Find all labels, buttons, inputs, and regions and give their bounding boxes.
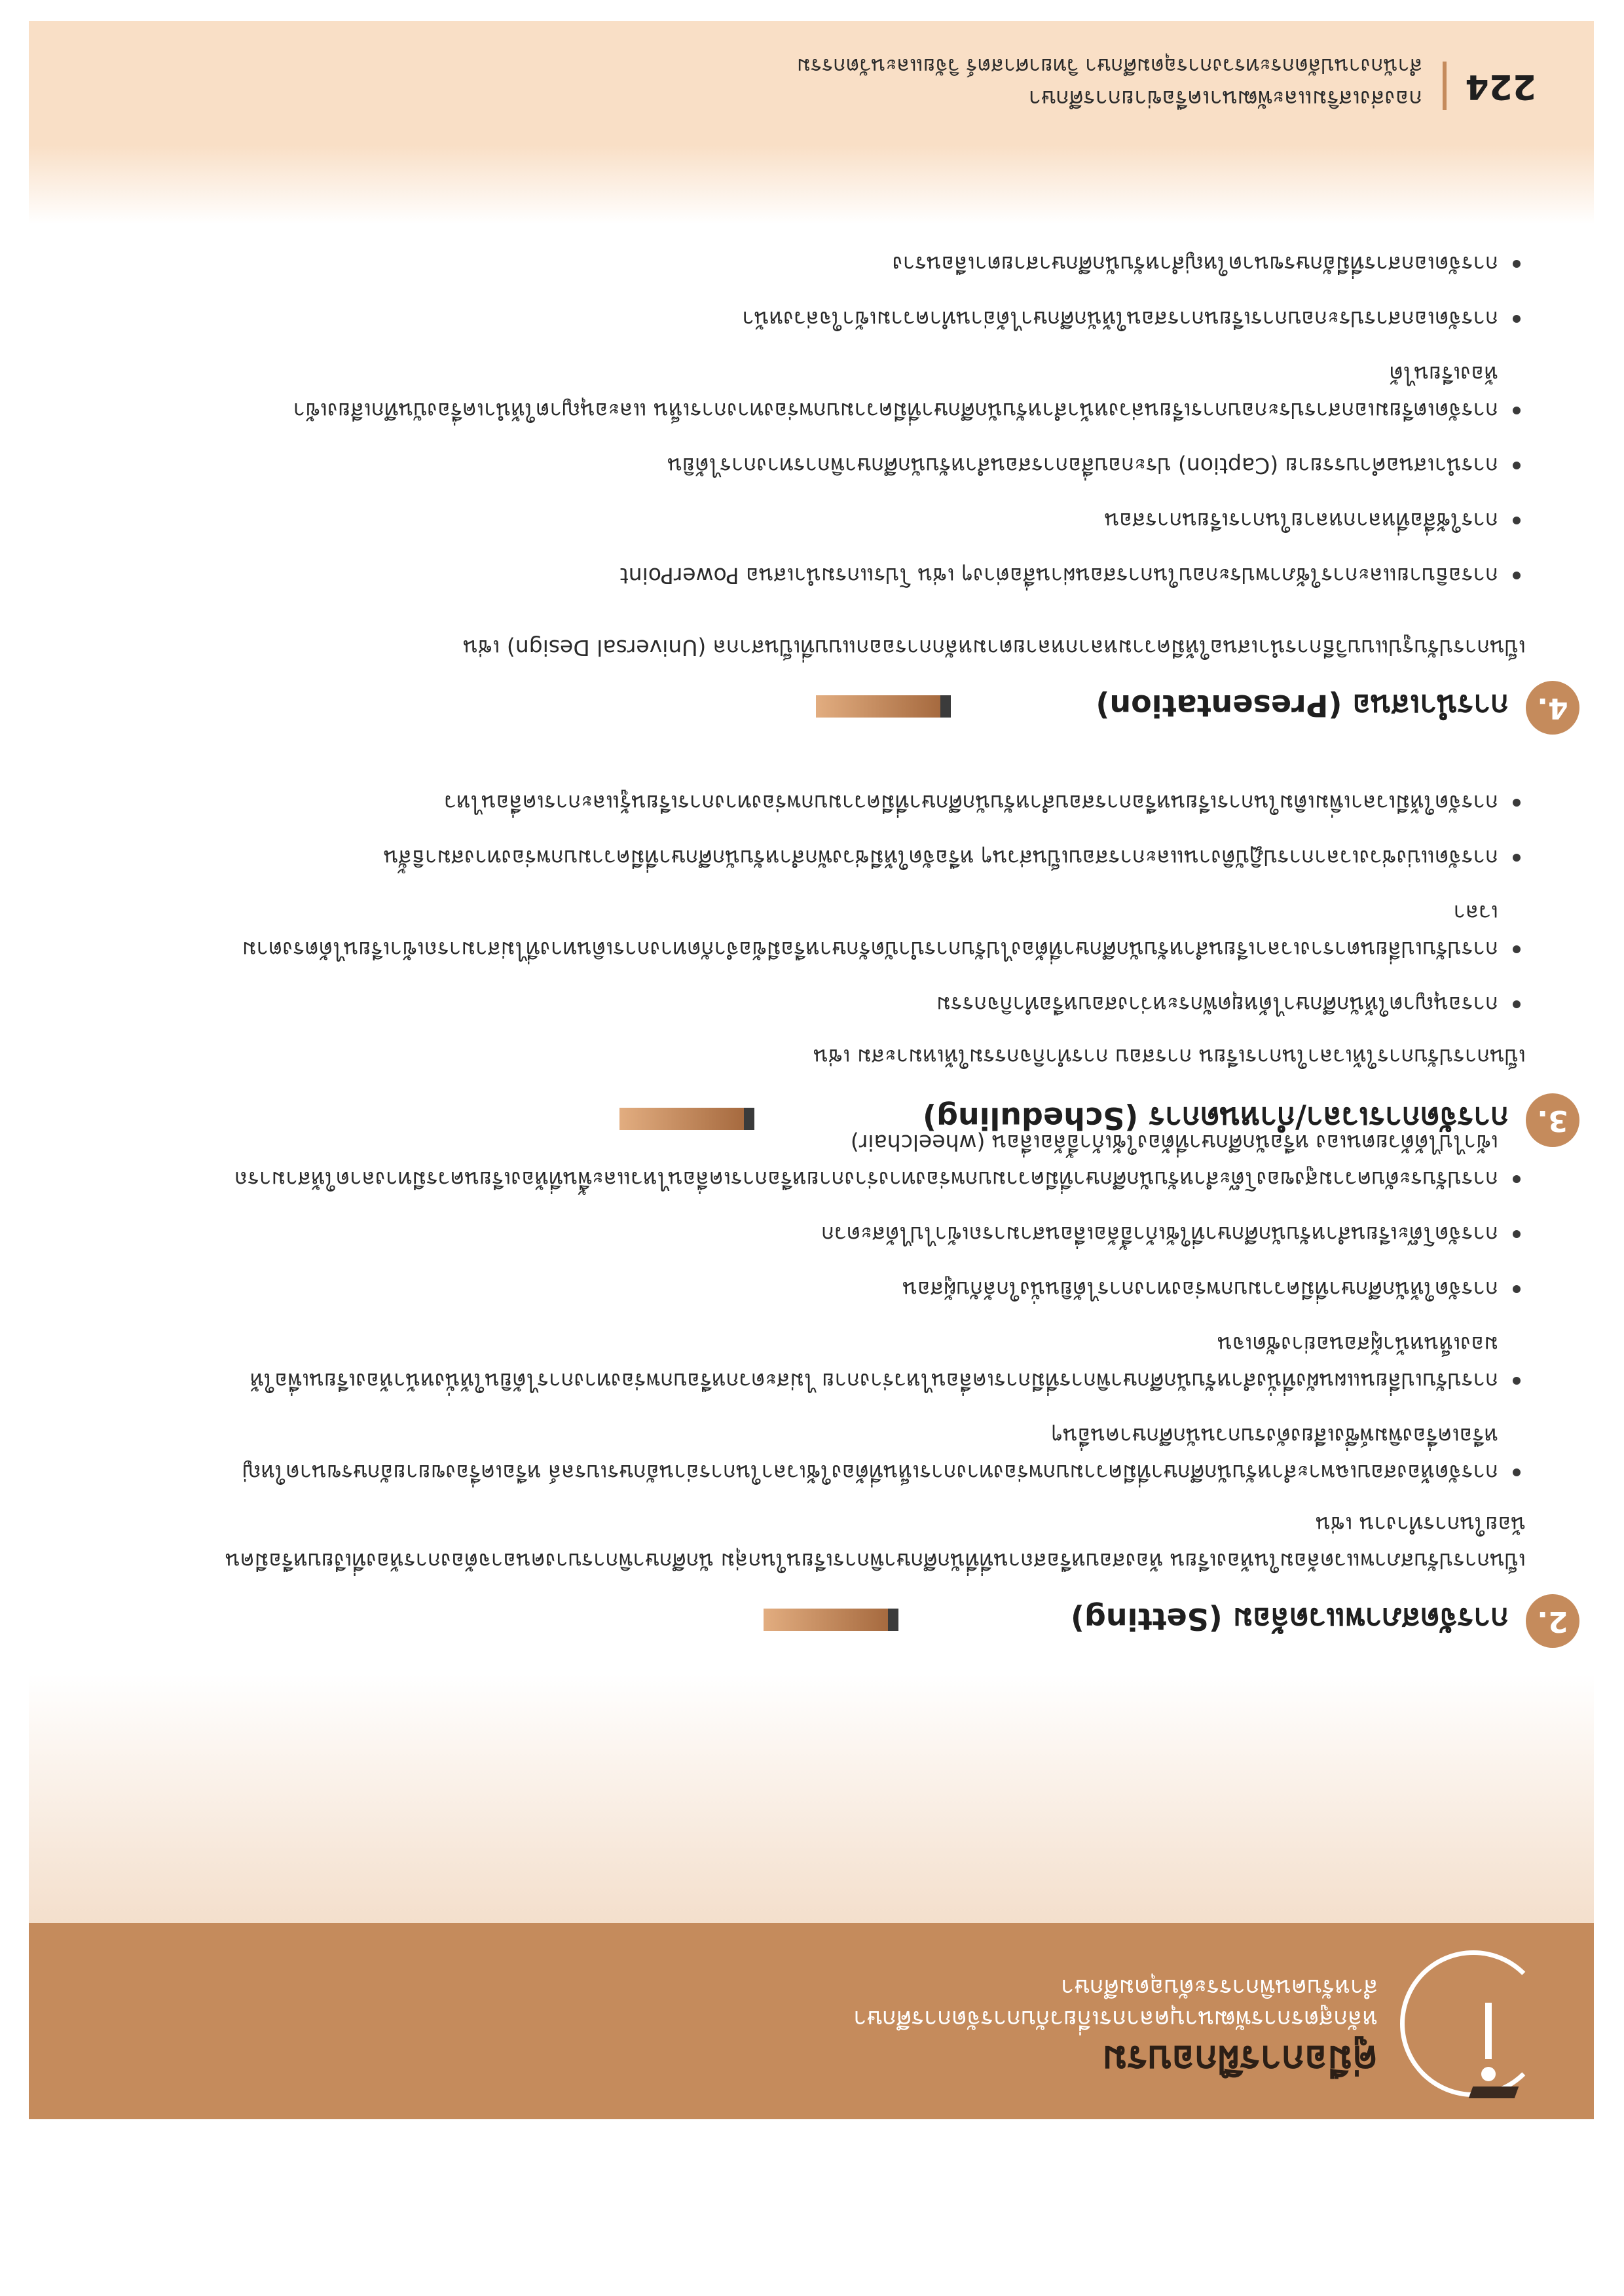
section-heading-scheduling	[597, 1088, 1579, 1147]
section-title: การนำเสนอ (Presentation)	[1096, 688, 1509, 723]
header-band	[29, 1923, 1594, 2119]
setting-list	[216, 1106, 1526, 1491]
page-number: 224	[1465, 67, 1536, 106]
footer-gradient	[29, 145, 1594, 224]
list-item: การอนุญาตให้นักศึกษาได้หยุดพักระหว่างสอบหรือทำกิจกรรม	[216, 986, 1526, 1023]
list-item: การปรับเปลี่ยนตารางเวลาเรียนสำหรับนักศึกษาที่ต้องไปรับการบำบัดรักษาหรือมีข้อจำกัดทางการเดินทางที่ไม่สามารถเข้าเรียนได้ตรงตามเวลา	[216, 894, 1526, 968]
section-title: การจัดการเวลา/กำหนดการ (Scheduling)	[923, 1101, 1509, 1136]
list-item: การนำเสนอคำบรรยาย (Caption) ประกอบสื่อการสอนสำหรับนักศึกษาพิการทางการได้ยิน	[216, 447, 1526, 484]
list-item: การจัดเตรียมเอกสารประกอบการเรียนล่วงหน้าสำหรับนักศึกษาที่มีความบกพร่องทางการเห็น และอนุญาตให้นำเครื่องบันทึกเสียงเข้าห้องเรียนได้	[216, 355, 1526, 429]
section-tab-decoration	[816, 695, 951, 718]
bullet-icon	[1513, 572, 1521, 579]
scheduling-list	[216, 766, 1526, 1023]
list-item: การปรับระดับความสูงของโต๊ะสำหรับนักศึกษาที่มีความบกพร่องทางร่างกายหรือการเคลื่อนไหวและพื้นที่ห้องเรียนควรมีทางลาดให้สามารถเข้าไปได้ด้วยตนเอง หรือนักศึกษาที่ต้องใช้เก้าอี้ล้อเลื่อน (wheelchair)	[216, 1124, 1526, 1197]
section-tab-decoration	[619, 1108, 754, 1130]
section-intro: เป็นการปรับการให้เวลาในการเรียน การสอบ การทำกิจกรรมให้เหมาะสม เช่น	[813, 1044, 1526, 1070]
person-head-icon	[1481, 2067, 1496, 2081]
bullet-icon	[1513, 1468, 1521, 1476]
bullet-icon	[1513, 945, 1521, 953]
section-number-badge: 3.	[1526, 1093, 1579, 1147]
section-number-badge: 4.	[1526, 681, 1579, 735]
section-intro: เป็นการปรับรูปแบบวิธีการนำเสนอให้มีความหลากหลายตามหลักการออกแบบที่เป็นสากล (Universal Design) เช่น	[463, 635, 1526, 661]
course-subtitle-line2: สำหรับคนพิการระดับอุดมศึกษา	[1060, 1974, 1378, 2001]
section-heading-presentation	[597, 676, 1579, 735]
bullet-icon	[1513, 799, 1521, 807]
bullet-icon	[1513, 1175, 1521, 1183]
bullet-icon	[1513, 854, 1521, 862]
manual-title: คู่มือการฝึกอบรม	[1102, 2037, 1378, 2082]
bullet-icon	[1513, 462, 1521, 469]
wheelchair-graduate-logo-icon	[1400, 1950, 1547, 2097]
bullet-icon	[1513, 1377, 1521, 1385]
header-gradient	[29, 1674, 1594, 1923]
footer-ministry: สำนักงานปลัดกระทรวงการอุดมศึกษา วิทยาศาสตร์ วิจัยและนวัตกรรม	[796, 54, 1422, 79]
list-item: การจัดห้องสอบเฉพาะสำหรับนักศึกษาที่มีความบกพร่องทางการเห็นที่ต้องใช้เวลาในการอ่านอักษรเบรลล์ หรือเครื่องขยายอักษรขนาดใหญ่ หรือเครื่องพิมพ์ซึ่งเสียงดังรบกวนนักศึกษาคนอื่นๆ	[216, 1417, 1526, 1491]
section-title: การจัดสภาพแวดล้อม (Setting)	[1070, 1601, 1509, 1637]
section-tab-decoration	[764, 1609, 898, 1631]
footer-band	[29, 21, 1594, 145]
section-intro: เป็นการปรับสภาพแวดล้อมในห้องเรียน ห้องสอบหรือสถานที่ที่นักศึกษาพิการเรียนในกลุ่ม นักศึกษาพิการบางคนอาจต้องการห้องที่เงียบหรือมีคนน้อยในการทำงาน เช่น	[225, 1512, 1526, 1574]
bullet-icon	[1513, 315, 1521, 323]
list-item: การอธิบายและการใช้ภาพประกอบในการสอนผ่านสื่อต่างๆ เช่น โปรแกรมนำเสนอ PowerPoint	[216, 557, 1526, 594]
list-item: การจัดเอกสารประกอบการเรียนการสอนให้นักศึกษาได้อ่านทำความเข้าใจล่วงหน้า	[216, 301, 1526, 337]
person-body-icon	[1485, 2003, 1492, 2059]
course-subtitle	[853, 1971, 1378, 2034]
bullet-icon	[1513, 260, 1521, 268]
section-heading-setting	[597, 1589, 1579, 1648]
bullet-icon	[1513, 1285, 1521, 1293]
course-subtitle-line1: หลักสูตรการพัฒนาบุคลากรเกี่ยวกับการจัดการศึกษา	[853, 2005, 1378, 2032]
section-number-badge: 2.	[1526, 1594, 1579, 1648]
bullet-icon	[1513, 517, 1521, 524]
bullet-icon	[1513, 1230, 1521, 1238]
mortarboard-icon	[1469, 2086, 1519, 2098]
list-item: การจัดให้นักศึกษาที่มีความบกพร่องทางการได้ยินนั่งใกล้กับผู้สอน	[216, 1271, 1526, 1307]
bullet-icon	[1513, 407, 1521, 414]
footer-divider	[1443, 62, 1447, 110]
footer-department: กองส่งเสริมและพัฒนาเครือข่ายการศึกษา	[1028, 85, 1422, 111]
list-item: การจัดโต๊ะเรียนสำหรับนักศึกษาที่ใช้เก้าอี้ล้อเลื่อนสามารถเข้าไปได้สะดวก	[216, 1216, 1526, 1252]
list-item: การใช้สื่อที่หลากหลายในการเรียนการสอน	[216, 502, 1526, 539]
list-item: การจัดเอกสารที่มีอักษรขนาดใหญ่สำหรับนักศึกษาสายตาเลือนราง	[216, 246, 1526, 282]
list-item: การจัดแบ่งช่วงเวลาการปฏิบัติงานและการสอบเป็นส่วนๆ หรือจัดให้มีช่วงพักสำหรับนักศึกษาที่มีความบกพร่องทางสมาธิสั้น	[216, 839, 1526, 876]
list-item: การปรับเปลี่ยนแผนผังที่นั่งสำหรับนักศึกษาพิการที่มีการเคลื่อนไหวร่างกาย ไม่สะดวกหรือบกพร่องทางการได้ยินให้นั่งหน้าห้องเรียนเพื่อให้มองเห็นหน้าผู้สอนอย่างชัดเจน	[216, 1326, 1526, 1399]
bullet-icon	[1513, 1000, 1521, 1008]
list-item: การจัดให้มีเวลาเพิ่มเติมในการเรียนหรือการสอบสำหรับนักศึกษาที่มีความบกพร่องทางการเรียนรู้และการเคลื่อนไหว	[216, 784, 1526, 821]
